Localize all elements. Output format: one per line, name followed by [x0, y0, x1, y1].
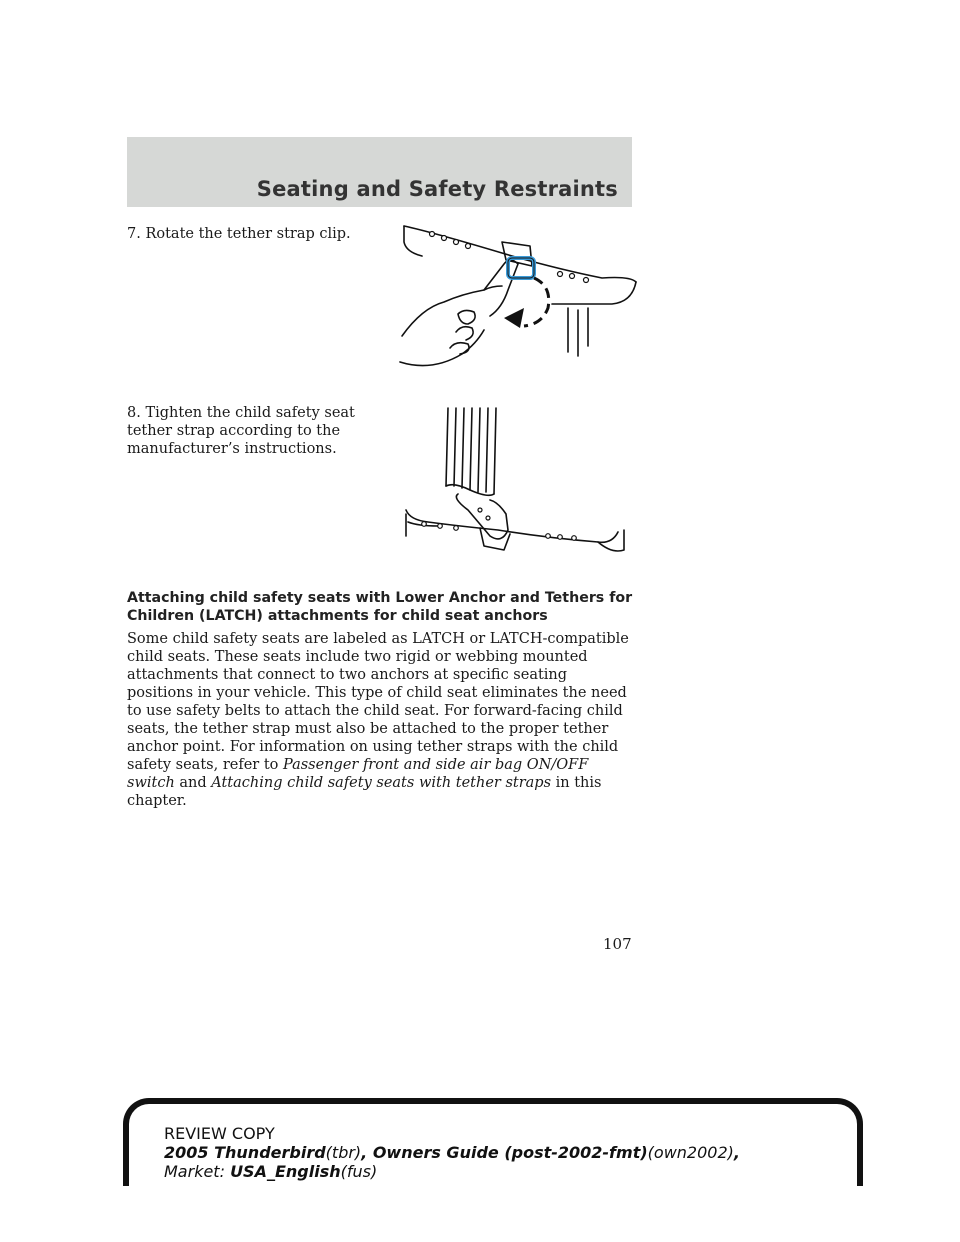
review-copy-label: REVIEW COPY	[164, 1124, 275, 1143]
reference-airbag-switch: Passenger front and side air bag ON/OFF switch	[127, 757, 589, 791]
header-band	[127, 137, 632, 207]
footer-comma: ,	[733, 1143, 740, 1162]
paragraph-text: Some child safety seats are labeled as LATCH or LATCH-compatible child seats. These seats include two rigid or webbing mounted attachments that connect to two anchors at specific seating positions in your vehicle. This type of child seat eliminates the need to use safety belts to attach the child seat. For forward-facing child seats, the tether strap must also be attached to the proper tether anchor point. For information on using tether straps with the child safety seats, refer to	[127, 631, 629, 773]
section-title: Seating and Safety Restraints	[256, 177, 618, 201]
paragraph-conjunction: and	[174, 775, 212, 791]
footer-guide: , Owners Guide (post-2002-fmt)	[361, 1143, 648, 1162]
body-paragraph	[127, 630, 637, 810]
footer-market: USA_English	[230, 1162, 341, 1181]
footer-market-line	[164, 1162, 740, 1181]
section-heading: Attaching child safety seats with Lower Anchor and Tethers for Children (LATCH) attachments for child seat anchors	[127, 590, 633, 624]
step-8: 8. Tighten the child safety seat tether strap according to the manufacturer’s instructions.	[127, 405, 355, 457]
footer-model: 2005 Thunderbird	[164, 1143, 326, 1162]
footer-market-label: Market:	[164, 1162, 225, 1181]
paragraph-ending: in this chapter.	[127, 775, 602, 809]
footer-guide-code: (own2002)	[647, 1143, 734, 1162]
footer-market-code: (fus)	[340, 1162, 378, 1181]
footer-document-line	[164, 1143, 740, 1162]
footer-model-code: (tbr)	[325, 1143, 362, 1162]
reference-tether-straps: Attaching child safety seats with tether straps	[211, 775, 552, 791]
rotate-tether-clip-illustration	[392, 212, 638, 372]
page-number: 107	[603, 935, 632, 953]
step-7: 7. Rotate the tether strap clip.	[127, 226, 351, 242]
tighten-tether-strap-illustration	[398, 402, 634, 562]
review-copy-footer	[164, 1124, 740, 1181]
